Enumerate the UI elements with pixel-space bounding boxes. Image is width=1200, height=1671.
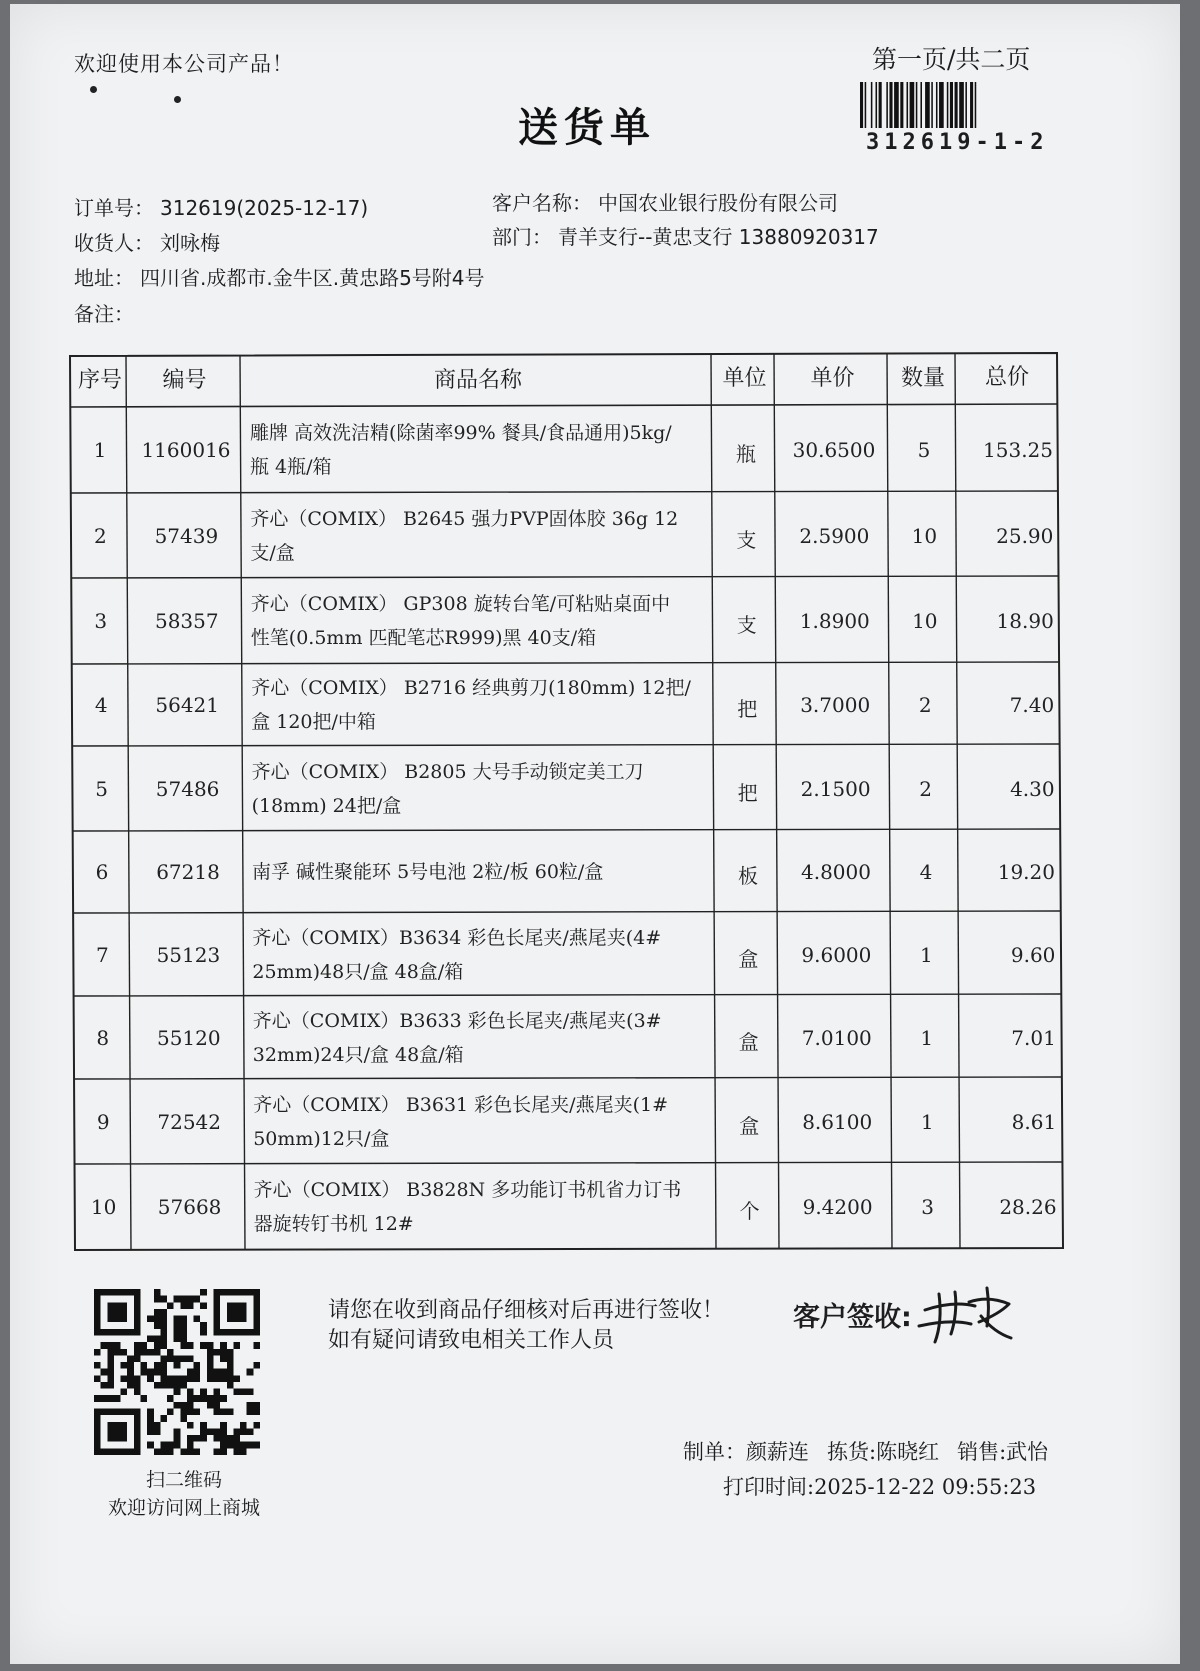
address-label: 地址： bbox=[74, 266, 134, 290]
row-product-name bbox=[251, 587, 711, 655]
row-unit: 个 bbox=[739, 1198, 760, 1223]
row-product-name-line1: 南孚 碱性聚能环 5号电池 2粒/板 60粒/盒 bbox=[252, 861, 604, 883]
page-indicator: 第一页/共二页 bbox=[872, 45, 1031, 74]
column-header-code: 编号 bbox=[162, 368, 207, 393]
row-unit: 板 bbox=[738, 864, 758, 888]
row-unit: 盒 bbox=[738, 1029, 759, 1054]
row-product-name-line1: 齐心（COMIX） B3631 彩色长尾夹/燕尾夹(1# bbox=[253, 1093, 669, 1116]
row-code: 58357 bbox=[154, 609, 219, 633]
row-product-name-line2: 支/盒 bbox=[250, 541, 295, 564]
address-value: 四川省.成都市.金牛区.黄忠路5号附4号 bbox=[140, 266, 485, 290]
customer-name-label: 客户名称： bbox=[492, 191, 592, 215]
row-unit-price: 8.6100 bbox=[802, 1109, 873, 1134]
row-product-name-line1: 齐心（COMIX） B2805 大号手动锁定美工刀 bbox=[251, 760, 644, 783]
barcode bbox=[858, 82, 1058, 128]
row-unit: 盒 bbox=[738, 946, 759, 971]
receiver-field bbox=[74, 227, 220, 256]
row-product-name-line2: 32mm)24只/盒 48盒/箱 bbox=[252, 1043, 464, 1066]
row-quantity: 5 bbox=[917, 438, 931, 462]
row-quantity: 1 bbox=[920, 942, 933, 967]
row-product-name-line1: 齐心（COMIX） B3828N 多功能订书机省力订书 bbox=[253, 1178, 682, 1201]
row-code: 56421 bbox=[155, 693, 219, 717]
row-product-name-line1: 齐心（COMIX）B3634 彩色长尾夹/燕尾夹(4# bbox=[252, 926, 662, 949]
column-header-total: 总价 bbox=[984, 365, 1029, 390]
row-total: 8.61 bbox=[1011, 1109, 1057, 1134]
customer-name-value: 中国农业银行股份有限公司 bbox=[598, 191, 838, 215]
row-index: 8 bbox=[96, 1025, 110, 1050]
row-product-name-line1: 齐心（COMIX） GP308 旋转台笔/可粘贴桌面中 bbox=[250, 593, 671, 615]
column-header-unit: 单位 bbox=[722, 366, 767, 391]
delivery-note-paper bbox=[10, 4, 1180, 1664]
row-product-name-line2: 25mm)48只/盒 48盒/箱 bbox=[252, 960, 464, 983]
staff-line bbox=[683, 1436, 1066, 1466]
receiver-value: 刘咏梅 bbox=[160, 231, 220, 255]
row-index: 7 bbox=[96, 942, 109, 967]
row-product-name bbox=[252, 921, 712, 989]
receipt-notice: 请您在收到商品仔细核对后再进行签收！如有疑问请致电相关工作人员 bbox=[328, 1298, 725, 1353]
remark-label: 备注： bbox=[74, 302, 134, 326]
row-quantity: 2 bbox=[919, 776, 932, 801]
row-total: 19.20 bbox=[997, 860, 1055, 884]
row-unit-price: 7.0100 bbox=[801, 1025, 872, 1050]
row-product-name bbox=[252, 855, 712, 889]
row-index: 2 bbox=[94, 523, 107, 548]
row-code: 67218 bbox=[156, 860, 220, 884]
row-unit: 盒 bbox=[739, 1113, 760, 1138]
row-index: 4 bbox=[94, 693, 108, 717]
row-index: 5 bbox=[95, 776, 108, 801]
row-quantity: 1 bbox=[920, 1025, 934, 1050]
row-total: 7.40 bbox=[1009, 693, 1055, 717]
column-header-quantity: 数量 bbox=[900, 366, 945, 391]
row-total: 153.25 bbox=[983, 438, 1053, 462]
address-field bbox=[74, 262, 485, 291]
row-total: 25.90 bbox=[996, 523, 1054, 548]
row-total: 28.26 bbox=[999, 1194, 1057, 1219]
row-product-name-line2: 盒 120把/中箱 bbox=[251, 711, 376, 733]
customer-sign-label: 客户签收: bbox=[793, 1302, 912, 1333]
row-quantity: 10 bbox=[912, 609, 938, 633]
row-unit: 把 bbox=[737, 697, 758, 721]
row-product-name bbox=[253, 1004, 713, 1072]
row-total: 7.01 bbox=[1011, 1025, 1056, 1050]
order-number-field bbox=[74, 192, 368, 221]
row-code: 55123 bbox=[156, 942, 221, 967]
row-product-name bbox=[254, 1173, 714, 1241]
row-product-name-line1: 齐心（COMIX） B2716 经典剪刀(180mm) 12把/ bbox=[251, 677, 691, 699]
customer-signature bbox=[915, 1282, 1025, 1352]
column-header-unit-price: 单价 bbox=[810, 366, 855, 391]
row-product-name-line1: 齐心（COMIX） B2645 强力PVP固体胶 36g 12 bbox=[250, 507, 679, 530]
barcode-number: 312619-1-2 bbox=[866, 130, 1049, 155]
row-code: 57439 bbox=[154, 523, 219, 548]
receiver-label: 收货人： bbox=[74, 231, 154, 255]
row-product-name bbox=[252, 755, 712, 823]
row-index: 10 bbox=[90, 1194, 117, 1219]
row-quantity: 2 bbox=[918, 693, 932, 717]
row-unit: 把 bbox=[737, 780, 758, 805]
row-unit-price: 9.6000 bbox=[801, 942, 872, 967]
row-unit-price: 4.8000 bbox=[801, 860, 871, 884]
row-unit-price: 2.5900 bbox=[799, 523, 870, 548]
welcome-text: 欢迎使用本公司产品！ bbox=[74, 52, 294, 76]
department-label: 部门： bbox=[492, 225, 552, 249]
print-time: 打印时间:2025-12-22 09:55:23 bbox=[723, 1475, 1037, 1499]
remark-field bbox=[74, 298, 140, 327]
ink-speck bbox=[90, 86, 97, 93]
qr-caption-line1: 扫二维码 bbox=[145, 1469, 222, 1491]
row-unit: 支 bbox=[736, 527, 757, 552]
row-unit-price: 3.7000 bbox=[800, 693, 871, 717]
row-product-name bbox=[251, 671, 711, 739]
row-product-name-line2: 器旋转钉书机 12# bbox=[253, 1212, 414, 1235]
qr-caption-line2: 欢迎访问网上商城 bbox=[107, 1497, 260, 1519]
row-unit-price: 9.4200 bbox=[802, 1194, 873, 1219]
row-unit: 支 bbox=[736, 613, 757, 637]
row-product-name-line2: 50mm)12只/盒 bbox=[253, 1127, 390, 1150]
qr-code bbox=[94, 1289, 260, 1455]
picker: 拣货:陈晓红 bbox=[827, 1440, 940, 1464]
row-unit-price: 2.1500 bbox=[800, 776, 871, 801]
order-number-label: 订单号： bbox=[74, 196, 154, 220]
row-index: 6 bbox=[95, 860, 109, 884]
row-total: 4.30 bbox=[1010, 776, 1055, 801]
row-code: 57486 bbox=[155, 776, 220, 801]
column-header-index: 序号 bbox=[77, 368, 122, 393]
row-code: 55120 bbox=[156, 1025, 221, 1050]
row-product-name-line1: 雕牌 高效洗洁精(除菌率99% 餐具/食品通用)5kg/ bbox=[250, 422, 672, 444]
row-unit-price: 1.8900 bbox=[799, 609, 870, 633]
ink-speck bbox=[174, 96, 181, 103]
row-total: 18.90 bbox=[996, 609, 1054, 633]
row-code: 1160016 bbox=[141, 438, 231, 462]
department-value: 青羊支行--黄忠支行 13880920317 bbox=[558, 225, 879, 249]
qr-caption bbox=[84, 1466, 284, 1522]
row-product-name bbox=[250, 502, 710, 570]
customer-name-field bbox=[492, 187, 838, 216]
row-code: 57668 bbox=[157, 1194, 222, 1219]
row-product-name-line2: 性笔(0.5mm 匹配笔芯R999)黑 40支/箱 bbox=[250, 627, 597, 649]
maker: 制单：颜薪连 bbox=[683, 1440, 809, 1464]
row-product-name bbox=[253, 1088, 713, 1156]
column-header-product-name: 商品名称 bbox=[433, 368, 522, 393]
row-quantity: 1 bbox=[920, 1109, 934, 1134]
row-product-name bbox=[250, 416, 710, 484]
row-index: 9 bbox=[96, 1109, 110, 1134]
row-quantity: 3 bbox=[921, 1194, 934, 1219]
row-total: 9.60 bbox=[1010, 942, 1056, 967]
document-title: 送货单 bbox=[518, 105, 656, 151]
row-product-name-line2: (18mm) 24把/盒 bbox=[251, 794, 402, 817]
row-index: 3 bbox=[94, 609, 108, 633]
department-field bbox=[492, 221, 879, 250]
row-unit-price: 30.6500 bbox=[792, 438, 876, 462]
sales: 销售:武怡 bbox=[957, 1440, 1049, 1464]
row-quantity: 4 bbox=[919, 860, 933, 884]
row-product-name-line2: 瓶 4瓶/箱 bbox=[250, 456, 332, 478]
row-product-name-line1: 齐心（COMIX）B3633 彩色长尾夹/燕尾夹(3# bbox=[252, 1009, 662, 1032]
row-quantity: 10 bbox=[911, 523, 938, 548]
row-index: 1 bbox=[93, 438, 107, 462]
row-code: 72542 bbox=[157, 1109, 221, 1134]
order-number-value: 312619(2025-12-17) bbox=[160, 196, 369, 220]
row-unit: 瓶 bbox=[736, 442, 756, 466]
